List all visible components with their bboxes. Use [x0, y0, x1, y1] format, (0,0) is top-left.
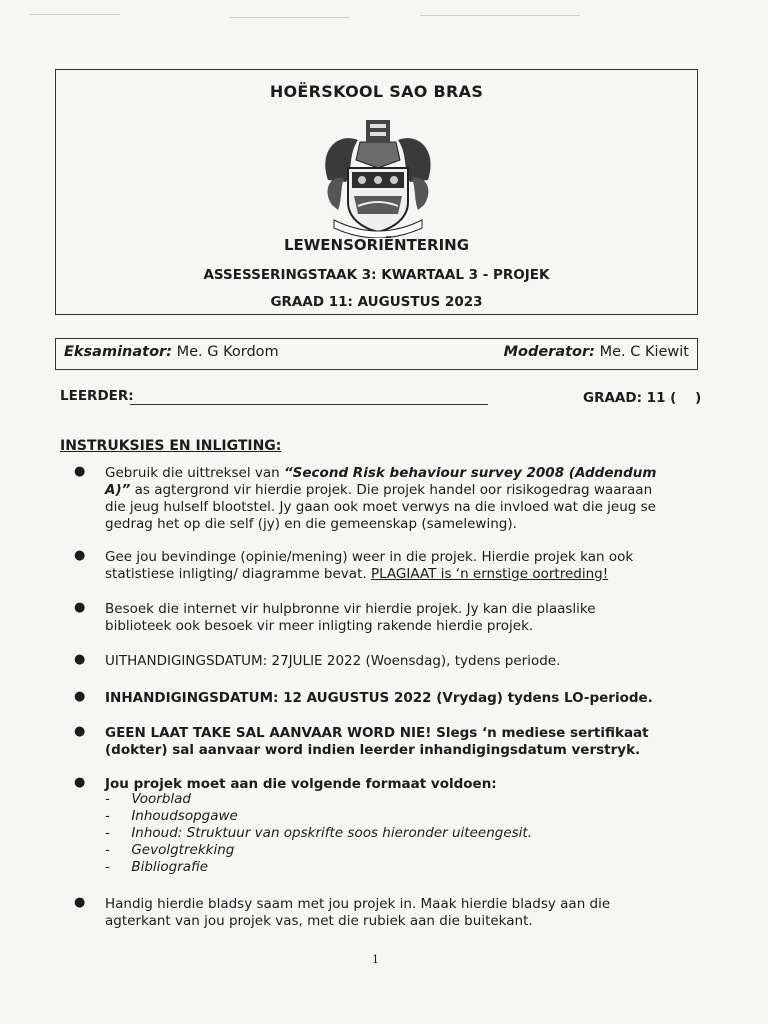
moderator-label: Moderator:	[503, 344, 595, 360]
plagiarism-warning: PLAGIAAT is ‘n ernstige oortreding!	[370, 566, 609, 582]
format-list-item: - Bibliografie	[105, 859, 209, 875]
bullet-icon: ●	[74, 724, 86, 739]
subject-title: LEWENSORIËNTERING	[283, 236, 470, 254]
item-text: as agtergrond vir hierdie projek. Die projek handel oor risikogedrag waaraan die jeug hulself blootstel. Jy gaan ook moet verwys na die invloed wat die jeug se gedrag het op die self (jy) en die gemeenskap (samelewing).	[105, 482, 656, 532]
instruction-item: Jou projek moet aan die volgende formaat voldoen:	[105, 776, 497, 792]
addendum-reference: “Second Risk behaviour survey 2008 (Addendum A)”	[105, 465, 657, 498]
instruction-item: INHANDIGINGSDATUM: 12 AUGUSTUS 2022 (Vrydag) tydens LO-periode.	[105, 690, 653, 706]
header-box	[55, 69, 698, 315]
task-title: ASSESSERINGSTAAK 3: KWARTAAL 3 - PROJEK	[203, 267, 550, 283]
page-number: 1	[372, 953, 379, 966]
examiner-label: Eksaminator:	[64, 344, 172, 360]
examiner-box	[55, 338, 698, 370]
instruction-item	[105, 549, 665, 583]
bullet-icon: ●	[74, 895, 86, 910]
format-list-item: - Voorblad	[105, 791, 192, 807]
format-list-item: - Inhoud: Struktuur van opskrifte soos hieronder uiteengesit.	[105, 825, 532, 841]
examiner	[64, 344, 279, 360]
grade-label: GRAAD: 11 ( )	[583, 390, 702, 406]
moderator	[504, 344, 689, 360]
school-crest-logo	[318, 110, 438, 238]
format-item-text: Voorblad	[131, 791, 192, 807]
format-item-text: Inhoud: Struktuur van opskrifte soos hieronder uiteengesit.	[131, 825, 532, 841]
format-item-text: Bibliografie	[131, 859, 209, 875]
learner-name-line[interactable]	[130, 404, 488, 405]
scan-artifact	[30, 14, 120, 15]
item-text: Gee jou bevindinge (opinie/mening) weer in die projek. Hierdie projek kan ook statistiese inligting/ diagramme bevat.	[105, 549, 634, 582]
bullet-icon: ●	[74, 775, 86, 790]
moderator-name: Me. C Kiewit	[599, 344, 689, 360]
bullet-icon: ●	[74, 600, 86, 615]
format-item-text: Inhoudsopgawe	[131, 808, 238, 824]
instruction-item: Handig hierdie bladsy saam met jou projek in. Maak hierdie bladsy aan die agterkant van jou projek vas, met die rubiek aan die buitekant.	[105, 896, 611, 929]
instruction-item	[105, 465, 665, 533]
grade-date: GRAAD 11: AUGUSTUS 2023	[270, 294, 483, 310]
format-item-text: Gevolgtrekking	[131, 842, 235, 858]
bullet-icon: ●	[74, 689, 86, 704]
examiner-name: Me. G Kordom	[176, 344, 279, 360]
school-name: HOËRSKOOL SAO BRAS	[269, 82, 484, 101]
bullet-icon: ●	[74, 652, 86, 667]
bullet-icon: ●	[74, 548, 86, 563]
scan-artifact	[420, 15, 580, 16]
instruction-item: GEEN LAAT TAKE SAL AANVAAR WORD NIE! Slegs ‘n mediese sertifikaat (dokter) sal aanvaar word indien leerder inhandigingsdatum verstryk.	[105, 725, 649, 758]
instructions-heading: INSTRUKSIES EN INLIGTING:	[60, 438, 282, 454]
format-list-item: - Gevolgtrekking	[105, 842, 235, 858]
instruction-item: Besoek die internet vir hulpbronne vir hierdie projek. Jy kan die plaaslike biblioteek ook besoek vir meer inligting rakende hierdie projek.	[105, 601, 596, 634]
scan-artifact	[230, 17, 350, 18]
instruction-item: UITHANDIGINGSDATUM: 27JULIE 2022 (Woensdag), tydens periode.	[105, 653, 561, 669]
learner-label: LEERDER:	[60, 388, 134, 404]
format-list-item: - Inhoudsopgawe	[105, 808, 238, 824]
item-text: Gebruik die uittreksel van	[105, 465, 284, 481]
bullet-icon: ●	[74, 464, 86, 479]
